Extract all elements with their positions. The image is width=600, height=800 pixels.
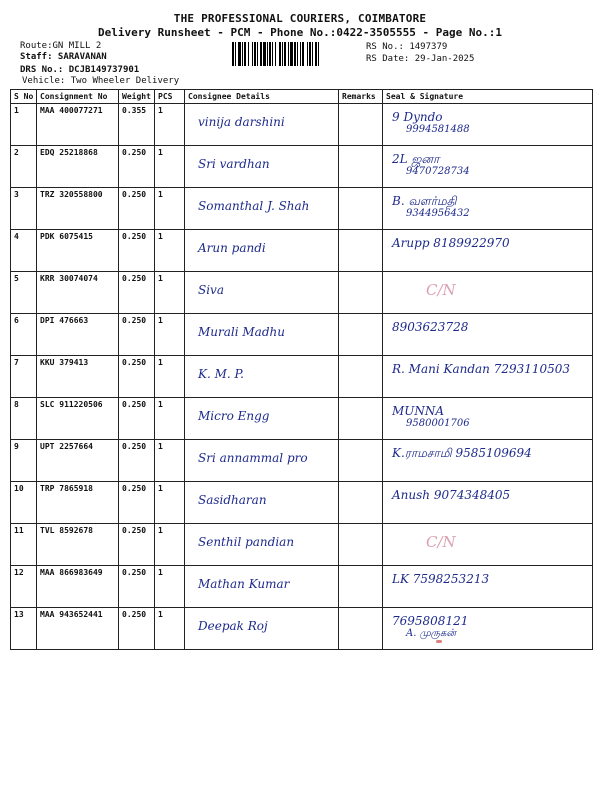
table-row	[11, 440, 593, 482]
table-row	[11, 482, 593, 524]
rs-number: RS No.: 1497379	[366, 42, 448, 52]
ink-mark	[436, 640, 442, 643]
table-row	[11, 104, 593, 146]
cell-consignment: KRR 30074074	[37, 272, 119, 314]
cell-sno: 8	[11, 398, 37, 440]
signature-handwriting: R. Mani Kandan 7293110503	[392, 362, 571, 376]
cell-consignment: TRZ 320558800	[37, 188, 119, 230]
cell-signature	[383, 482, 593, 524]
cell-signature	[383, 272, 593, 314]
cell-consignee	[185, 524, 339, 566]
table-row	[11, 272, 593, 314]
consignee-handwriting: Murali Madhu	[198, 325, 285, 339]
table-row	[11, 356, 593, 398]
cell-pcs: 1	[155, 188, 185, 230]
consignee-handwriting: K. M. P.	[198, 367, 244, 381]
cell-signature	[383, 398, 593, 440]
cell-consignee	[185, 356, 339, 398]
table-header-row	[11, 90, 593, 104]
company-title: THE PROFESSIONAL COURIERS, COIMBATORE	[173, 12, 427, 25]
rs-date: RS Date: 29-Jan-2025	[366, 54, 475, 64]
cell-pcs: 1	[155, 440, 185, 482]
runsheet-subtitle: Delivery Runsheet - PCM - Phone No.:0422-3505555 - Page No.:1	[98, 26, 502, 39]
cell-signature	[383, 146, 593, 188]
cell-consignment: KKU 379413	[37, 356, 119, 398]
consignee-handwriting: Deepak Roj	[198, 619, 268, 633]
cell-consignment: MAA 943652441	[37, 608, 119, 650]
cell-pcs: 1	[155, 104, 185, 146]
cell-consignment: TRP 7865918	[37, 482, 119, 524]
barcode-image	[232, 42, 358, 66]
cell-sno: 13	[11, 608, 37, 650]
cell-consignee	[185, 188, 339, 230]
cell-remarks	[339, 104, 383, 146]
staff-label: Staff: SARAVANAN	[20, 52, 107, 62]
col-signature: Seal & Signature	[383, 90, 593, 104]
cell-remarks	[339, 482, 383, 524]
cell-weight: 0.250	[119, 314, 155, 356]
consignee-handwriting: Sasidharan	[198, 493, 267, 507]
cell-weight: 0.250	[119, 608, 155, 650]
col-weight: Weight	[119, 90, 155, 104]
col-sno: S No	[11, 90, 37, 104]
cell-weight: 0.250	[119, 440, 155, 482]
table-row	[11, 566, 593, 608]
signature-handwriting: 2L ஜனா	[392, 152, 440, 166]
signature-handwriting: Arupp 8189922970	[392, 236, 510, 250]
signature-handwriting: MUNNA	[392, 404, 445, 418]
cell-consignment: MAA 866983649	[37, 566, 119, 608]
signature-phone: 9344956432	[406, 208, 470, 219]
cell-consignee	[185, 566, 339, 608]
cell-weight: 0.355	[119, 104, 155, 146]
table-row	[11, 398, 593, 440]
cell-consignee	[185, 314, 339, 356]
cell-pcs: 1	[155, 146, 185, 188]
cell-pcs: 1	[155, 608, 185, 650]
cell-consignee	[185, 104, 339, 146]
cell-weight: 0.250	[119, 230, 155, 272]
consignee-handwriting: Sri annammal pro	[198, 451, 308, 465]
cell-remarks	[339, 314, 383, 356]
cell-remarks	[339, 398, 383, 440]
cell-remarks	[339, 230, 383, 272]
cell-signature	[383, 188, 593, 230]
cell-weight: 0.250	[119, 272, 155, 314]
cell-consignee	[185, 146, 339, 188]
cell-signature	[383, 356, 593, 398]
cell-sno: 2	[11, 146, 37, 188]
col-pcs: PCS	[155, 90, 185, 104]
cell-consignment: EDQ 25218868	[37, 146, 119, 188]
cell-sno: 12	[11, 566, 37, 608]
cell-pcs: 1	[155, 524, 185, 566]
cell-consignment: UPT 2257664	[37, 440, 119, 482]
table-row	[11, 188, 593, 230]
consignee-handwriting: Siva	[198, 283, 224, 297]
table-row	[11, 608, 593, 650]
signature-handwriting: C/N	[426, 281, 456, 299]
cell-consignment: TVL 8592678	[37, 524, 119, 566]
consignee-handwriting: Somanthal J. Shah	[198, 199, 310, 213]
consignee-handwriting: Sri vardhan	[198, 157, 270, 171]
cell-weight: 0.250	[119, 146, 155, 188]
cell-sno: 11	[11, 524, 37, 566]
cell-remarks	[339, 608, 383, 650]
cell-remarks	[339, 524, 383, 566]
cell-consignee	[185, 230, 339, 272]
col-consignment: Consignment No	[37, 90, 119, 104]
cell-pcs: 1	[155, 482, 185, 524]
drs-number: DRS No.: DCJB149737901	[20, 65, 140, 75]
signature-handwriting: K.ராமசாமி 9585109694	[392, 446, 532, 460]
vehicle-label: Vehicle: Two Wheeler Delivery	[22, 76, 180, 86]
route-label: Route:GN MILL 2	[20, 41, 102, 51]
cell-consignee	[185, 398, 339, 440]
cell-weight: 0.250	[119, 482, 155, 524]
cell-consignee	[185, 482, 339, 524]
cell-pcs: 1	[155, 398, 185, 440]
signature-handwriting: C/N	[426, 533, 456, 551]
cell-pcs: 1	[155, 230, 185, 272]
signature-phone: A. முருகன்	[406, 628, 457, 639]
signature-handwriting: 7695808121	[392, 614, 469, 628]
cell-remarks	[339, 356, 383, 398]
cell-signature	[383, 524, 593, 566]
cell-consignment: DPI 476663	[37, 314, 119, 356]
cell-signature	[383, 608, 593, 650]
cell-pcs: 1	[155, 566, 185, 608]
cell-remarks	[339, 440, 383, 482]
cell-weight: 0.250	[119, 566, 155, 608]
table-row	[11, 524, 593, 566]
consignee-handwriting: Mathan Kumar	[198, 577, 290, 591]
cell-consignment: MAA 400077271	[37, 104, 119, 146]
signature-handwriting: B. வளர்மதி	[392, 194, 457, 208]
col-remarks: Remarks	[339, 90, 383, 104]
signature-phone: 9994581488	[406, 124, 470, 135]
signature-handwriting: 8903623728	[392, 320, 469, 334]
cell-remarks	[339, 566, 383, 608]
cell-consignee	[185, 440, 339, 482]
cell-signature	[383, 314, 593, 356]
signature-phone: 9470728734	[406, 166, 470, 177]
cell-consignment: PDK 6075415	[37, 230, 119, 272]
cell-pcs: 1	[155, 314, 185, 356]
cell-signature	[383, 104, 593, 146]
table-row	[11, 314, 593, 356]
cell-signature	[383, 440, 593, 482]
cell-remarks	[339, 188, 383, 230]
cell-weight: 0.250	[119, 398, 155, 440]
signature-phone: 9580001706	[406, 418, 470, 429]
cell-sno: 4	[11, 230, 37, 272]
consignee-handwriting: vinija darshini	[198, 115, 285, 129]
cell-weight: 0.250	[119, 356, 155, 398]
consignee-handwriting: Micro Engg	[198, 409, 270, 423]
runsheet-table	[10, 89, 593, 650]
cell-weight: 0.250	[119, 188, 155, 230]
cell-signature	[383, 566, 593, 608]
cell-pcs: 1	[155, 272, 185, 314]
cell-remarks	[339, 146, 383, 188]
cell-pcs: 1	[155, 356, 185, 398]
cell-sno: 7	[11, 356, 37, 398]
cell-signature	[383, 230, 593, 272]
signature-handwriting: Anush 9074348405	[392, 488, 511, 502]
cell-sno: 3	[11, 188, 37, 230]
consignee-handwriting: Senthil pandian	[198, 535, 295, 549]
signature-handwriting: LK 7598253213	[392, 572, 490, 586]
cell-sno: 10	[11, 482, 37, 524]
cell-sno: 1	[11, 104, 37, 146]
col-consignee: Consignee Details	[185, 90, 339, 104]
table-row	[11, 230, 593, 272]
cell-sno: 5	[11, 272, 37, 314]
cell-weight: 0.250	[119, 524, 155, 566]
cell-remarks	[339, 272, 383, 314]
cell-sno: 6	[11, 314, 37, 356]
consignee-handwriting: Arun pandi	[198, 241, 266, 255]
signature-handwriting: 9 Dyndo	[392, 110, 443, 124]
cell-sno: 9	[11, 440, 37, 482]
cell-consignee	[185, 608, 339, 650]
cell-consignee	[185, 272, 339, 314]
barcode-bar	[319, 42, 322, 66]
cell-consignment: SLC 911220506	[37, 398, 119, 440]
table-row	[11, 146, 593, 188]
